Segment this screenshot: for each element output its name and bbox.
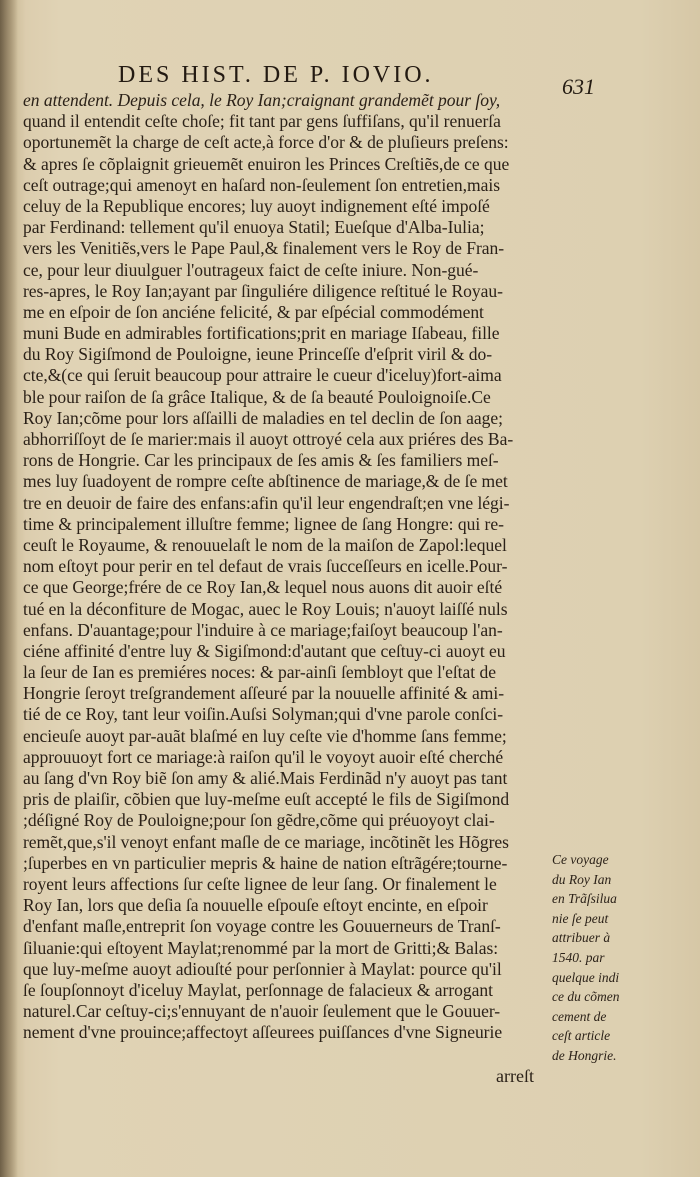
text-line: nement d'vne prouince;affectoyt aſſeurees puiſſances d'vne Signeurie (23, 1022, 503, 1043)
text-line: par Ferdinand: tellement qu'il enuoya Statil; Eueſque d'Alba-Iulia; (23, 217, 485, 238)
text-line: muni Bude en admirables fortifications;prit en mariage Iſabeau, fille (23, 323, 500, 344)
text-line: ;déſigné Roy de Pouloigne;pour ſon gẽdre,cõme qui préuoyoyt clai- (23, 810, 495, 831)
text-line: du Roy Sigiſmond de Pouloigne, ieune Princeſſe d'eſprit viril & do- (23, 344, 493, 365)
body-text (23, 90, 573, 1043)
text-line: remẽt,que,s'il venoyt enfant maſle de ce mariage, incõtinẽt les Hõgres (23, 831, 509, 852)
text-line: mes luy ſuadoyent de rompre ceſte abſtinence de mariage,& de ſe met (23, 471, 508, 492)
text-line: tié de ce Roy, tant leur voiſin.Auſsi Solyman;qui d'vne parole conſci- (23, 704, 504, 725)
text-line: quand il entendit ceſte choſe; fit tant par gens ſuffiſans, qu'il renuerſa (23, 111, 501, 132)
text-line: ſe ſoupſonnoyt d'iceluy Maylat, perſonnage de falacieux & arrogant (23, 979, 493, 1000)
text-line: tué en la déconfiture de Mogac, auec le Roy Louis; n'auoyt laiſſé nuls (23, 598, 508, 619)
text-line: Hongrie ſeroyt treſgrandement aſſeuré par la nouuelle affinité & ami- (23, 683, 505, 704)
text-line: d'enfant maſle,entreprit ſon voyage contre les Gouuerneurs de Tranſ- (23, 916, 501, 937)
text-line: res-apres, le Roy Ian;ayant par ſinguliére diligence reſtitué le Royau- (23, 280, 503, 301)
catchword: arreſt (496, 1066, 534, 1086)
text-line: ;ſuperbes en vn particulier mepris & haine de nation eſtrãgére;tourne- (23, 852, 508, 873)
text-line: celuy de la Republique encores; luy auoyt indignement eſté impoſé (23, 195, 490, 216)
text-line: ceſt outrage;qui amenoyt en haſard non-ſeulement ſon entretien,mais (23, 174, 500, 195)
text-line: abhorriſſoyt de ſe marier:mais il auoyt ottroyé cela aux priéres des Ba- (23, 429, 514, 449)
text-line: pris de plaiſir, cõbien que luy-meſme euſt accepté le fils de Sigiſmond (23, 789, 510, 810)
text-line: tre en deuoir de faire des enfans:afin qu'il leur engendraſt;en vne légi- (23, 492, 510, 513)
text-line: ceuſt le Royaume, & renouuelaſt le nom de la maiſon de Zapol:lequel (23, 534, 507, 555)
margin-note-line: cement de (552, 1008, 607, 1024)
running-title: DES HIST. DE P. IOVIO. (118, 62, 434, 88)
text-line: en attendent. Depuis cela, le Roy Ian;craignant grandemẽt pour ſoy, (23, 90, 501, 110)
margin-note-line: du Roy Ian (552, 871, 612, 887)
text-line: & apres ſe cõplaignit grieuemẽt enuiron les Princes Creſtiẽs,de ce que (23, 153, 510, 174)
text-line: oportunemẽt la charge de ceſt acte,à force d'or & de pluſieurs preſens: (23, 132, 509, 153)
margin-note-line: Ce voyage (552, 852, 609, 867)
text-line: la ſeur de Ian es premiéres noces: & par-ainſi ſembloyt que l'eſtat de (23, 662, 496, 683)
text-line: royent leurs affections ſur ceſte lignee de leur ſang. Or finalement le (23, 873, 497, 894)
margin-note-line: quelque indi (552, 969, 620, 985)
text-line: naturel.Car ceſtuy-ci;s'ennuyant de n'auoir ſeulement que le Gouuer- (23, 1001, 501, 1022)
text-line: encieuſe auoyt par-auãt blaſmé en luy ceſte vie d'homme ſans femme; (23, 725, 507, 746)
text-line: vers les Venitiẽs,vers le Pape Paul,& finalement vers le Roy de Fran- (23, 238, 505, 259)
page-gutter-shadow (0, 0, 18, 1177)
text-line: time & principalement illuſtre femme; lignee de ſang Hongre: qui re- (23, 513, 504, 534)
margin-note-line: ceſt article (552, 1028, 611, 1044)
page-number: 631 (562, 74, 595, 99)
text-line: ciéne affinité d'entre luy & Sigiſmond:d'autant que ceſtuy-ci auoyt eu (23, 640, 506, 661)
text-line: ce, pour leur diuulguer l'outrageux faict de ceſte iniure. Non-gué- (23, 259, 479, 280)
text-line: enfans. D'auantage;pour l'induire à ce mariage;faiſoyt beaucoup l'an- (23, 619, 503, 640)
margin-note (552, 850, 692, 1066)
text-line: me en eſpoir de ſon anciéne felicité, & par eſpécial commodément (23, 301, 484, 322)
text-line: nom eſtoyt pour perir en tel defaut de vrais ſucceſſeurs en icelle.Pour- (23, 556, 508, 577)
text-line: Roy Ian;cõme pour lors aſſailli de maladies en tel declin de ſon aage; (23, 407, 503, 428)
text-line: Roy Ian, lors que deſia ſa nouuelle eſpouſe eſtoyt encinte, en eſpoir (23, 895, 488, 916)
text-line: rons de Hongrie. Car les principaux de ſes amis & ſes familiers meſ- (23, 450, 499, 471)
text-line: ble pour raiſon de ſa grâce Italique, & de ſa beauté Pouloignoiſe.Ce (23, 386, 491, 407)
margin-note-line: nie ſe peut (552, 910, 609, 926)
text-line: que luy-meſme auoyt adiouſté pour perſonnier à Maylat: pource qu'il (23, 958, 502, 979)
margin-note-line: en Trãſsilua (552, 891, 617, 907)
text-line: au ſang d'vn Roy biẽ ſon amy & alié.Mais Ferdinãd n'y auoyt pas tant (23, 768, 508, 788)
margin-note-line: ce du cõmen (552, 989, 620, 1005)
text-line: approuuoyt fort ce mariage:à raiſon qu'il le voyoyt auoir eſté cherché (23, 746, 504, 767)
margin-note-line: attribuer à (552, 930, 611, 946)
text-line: cte,&(ce qui ſeruit beaucoup pour attraire le cueur d'iceluy)fort-aima (23, 365, 502, 386)
text-line: ſiluanie:qui eſtoyent Maylat;renommé par la mort de Gritti;& Balas: (23, 937, 499, 958)
text-line: ce que George;frére de ce Roy Ian,& lequel nous auons dit auoir eſté (23, 577, 503, 598)
margin-note-line: 1540. par (552, 949, 605, 965)
margin-note-line: de Hongrie. (552, 1047, 617, 1063)
